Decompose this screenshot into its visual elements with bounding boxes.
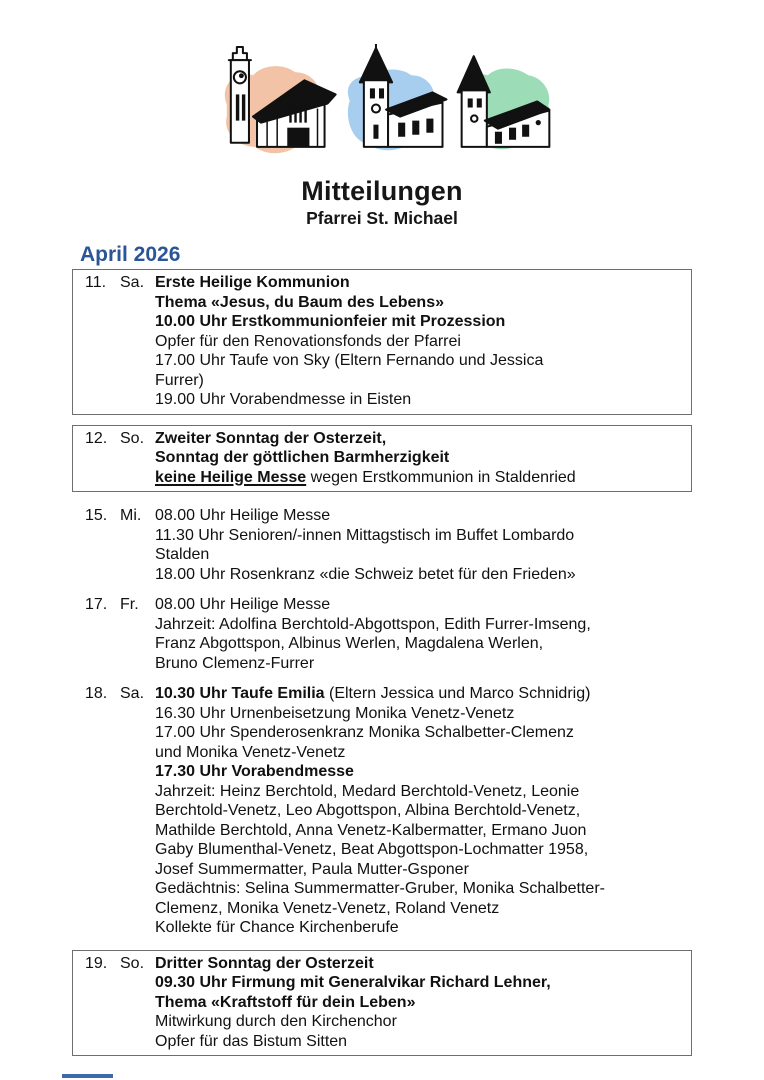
entry-text-segment: wegen Erstkommunion in Staldenried [306, 468, 576, 486]
entry-lines [155, 506, 692, 584]
entry-lines [155, 429, 691, 488]
entry-text-segment: Mathilde Berchtold, Anna Venetz-Kalbermatter, Ermano Juon [155, 821, 587, 839]
entry-line [155, 762, 692, 782]
month-heading: April 2026 [80, 243, 181, 266]
entry-weekday: Mi. [120, 507, 142, 524]
entry-text-segment: Josef Summermatter, Paula Mutter-Gsponer [155, 860, 469, 878]
schedule-entry-18 [72, 683, 692, 939]
entry-text-segment: Zweiter Sonntag der Osterzeit, [155, 429, 387, 447]
entry-lines [155, 684, 692, 938]
entry-text-segment: Opfer für das Bistum Sitten [155, 1032, 348, 1050]
entry-text-segment: Thema «Jesus, du Baum des Lebens» [155, 293, 444, 311]
entry-weekday: Sa. [120, 685, 145, 702]
entry-day: 19. [85, 954, 108, 972]
entry-text-segment: Stalden [155, 546, 210, 563]
entry-text-segment: (Eltern Jessica und Marco Schnidrig) [324, 685, 591, 702]
entry-line [155, 954, 691, 974]
entry-line [155, 801, 692, 821]
entry-line [155, 468, 691, 488]
three-churches-icon [208, 42, 552, 168]
entry-text-segment: 19.00 Uhr Vorabendmesse in Eisten [155, 391, 412, 408]
entry-line [155, 1032, 691, 1052]
entry-text-segment: Gaby Blumenthal-Venetz, Beat Abgottspon-Lochmatter 1958, [155, 841, 589, 858]
entry-weekday: Sa. [120, 274, 145, 291]
entry-lines [155, 954, 691, 1052]
entry-weekday: So. [120, 429, 145, 447]
entry-text-segment: 17.30 Uhr Vorabendmesse [155, 763, 354, 780]
entry-text-segment: 09.30 Uhr Firmung mit Generalvikar Richard Lehner, [155, 974, 551, 991]
entry-line [155, 654, 692, 674]
entry-line [155, 634, 692, 654]
entry-text-segment: Franz Abgottspon, Albinus Werlen, Magdalena Werlen, [155, 635, 544, 652]
entry-text-segment: 08.00 Uhr Heilige Messe [155, 596, 331, 613]
entry-day: 12. [85, 429, 108, 447]
entry-line [155, 743, 692, 763]
churches-illustration [208, 42, 552, 168]
entry-text-segment: Bruno Clemenz-Furrer [155, 654, 315, 672]
entry-line [155, 312, 691, 332]
entry-line [155, 351, 691, 371]
entry-text-segment: Furrer) [155, 371, 204, 389]
entry-line [155, 615, 692, 635]
schedule-entry-11 [72, 269, 692, 415]
entry-line [155, 371, 691, 391]
entry-line [155, 684, 692, 704]
entry-line [155, 879, 692, 899]
entry-text-segment: und Monika Venetz-Venetz [155, 743, 346, 761]
entry-text-segment: 18.00 Uhr Rosenkranz «die Schweiz betet für den Frieden» [155, 565, 576, 583]
page-title: Mitteilungen [301, 176, 463, 206]
entry-line [155, 545, 692, 565]
schedule-entry-12 [72, 425, 692, 493]
entry-line [155, 704, 692, 724]
entry-text-segment: 17.00 Uhr Taufe von Sky (Eltern Fernando und Jessica [155, 352, 544, 369]
entry-line [155, 429, 691, 449]
entry-text-segment: 10.30 Uhr Taufe Emilia [155, 685, 325, 702]
entry-text-segment: Jahrzeit: Adolfina Berchtold-Abgottspon, Edith Furrer-Imseng, [155, 615, 591, 633]
entry-text-segment: Kollekte für Chance Kirchenberufe [155, 919, 399, 936]
church-left-icon [229, 47, 336, 147]
entry-line [155, 860, 692, 880]
entry-line [155, 840, 692, 860]
entry-text-segment: 16.30 Uhr Urnenbeisetzung Monika Venetz-Venetz [155, 704, 515, 722]
entry-text-segment: 08.00 Uhr Heilige Messe [155, 507, 331, 524]
schedule-entry-15 [72, 505, 692, 585]
entry-line [155, 993, 691, 1013]
schedule-entry-17 [72, 594, 692, 674]
entry-line [155, 565, 692, 585]
entry-line [155, 506, 692, 526]
entry-line [155, 782, 692, 802]
entry-text-segment: 10.00 Uhr Erstkommunionfeier mit Prozession [155, 313, 506, 330]
entry-text-segment: keine Heilige Messe [155, 468, 307, 486]
entry-line [155, 973, 691, 993]
entry-text-segment: Gedächtnis: Selina Summermatter-Gruber, Monika Schalbetter- [155, 880, 605, 897]
entry-line [155, 821, 692, 841]
entry-text-segment: Sonntag der göttlichen Barmherzigkeit [155, 449, 450, 466]
entry-line [155, 526, 692, 546]
entry-line [155, 723, 692, 743]
entry-text-segment: Dritter Sonntag der Osterzeit [155, 954, 374, 972]
entry-weekday: Fr. [120, 596, 139, 613]
entry-weekday: So. [120, 954, 145, 972]
entry-text-segment: 17.00 Uhr Spenderosenkranz Monika Schalbetter-Clemenz [155, 724, 574, 741]
entry-lines [155, 273, 691, 410]
entry-line [155, 595, 692, 615]
entry-line [155, 273, 691, 293]
entry-day: 17. [85, 596, 108, 613]
entry-text-segment: Thema «Kraftstoff für dein Leben» [155, 993, 416, 1011]
entry-day: 18. [85, 685, 108, 702]
entry-text-segment: 11.30 Uhr Senioren/-innen Mittagstisch im Buffet Lombardo [155, 526, 575, 544]
entry-line [155, 390, 691, 410]
schedule-list [0, 269, 764, 1056]
entry-text-segment: Berchtold-Venetz, Leo Abgottspon, Albina Berchtold-Venetz, [155, 802, 581, 819]
page-subtitle: Pfarrei St. Michael [306, 208, 458, 228]
next-section-cut-fragment [62, 1074, 113, 1078]
entry-line [155, 1012, 691, 1032]
entry-day: 15. [85, 507, 108, 524]
entry-text-segment: Mitwirkung durch den Kirchenchor [155, 1013, 397, 1030]
schedule-entry-19 [72, 950, 692, 1057]
entry-text-segment: Erste Heilige Kommunion [155, 274, 350, 291]
entry-line [155, 332, 691, 352]
entry-text-segment: Opfer für den Renovationsfonds der Pfarrei [155, 332, 461, 350]
entry-text-segment: Jahrzeit: Heinz Berchtold, Medard Berchtold-Venetz, Leonie [155, 782, 580, 800]
entry-line [155, 918, 692, 938]
entry-line [155, 899, 692, 919]
entry-day: 11. [85, 274, 107, 291]
entry-lines [155, 595, 692, 673]
entry-line [155, 293, 691, 313]
entry-text-segment: Clemenz, Monika Venetz-Venetz, Roland Venetz [155, 899, 500, 917]
entry-line [155, 448, 691, 468]
